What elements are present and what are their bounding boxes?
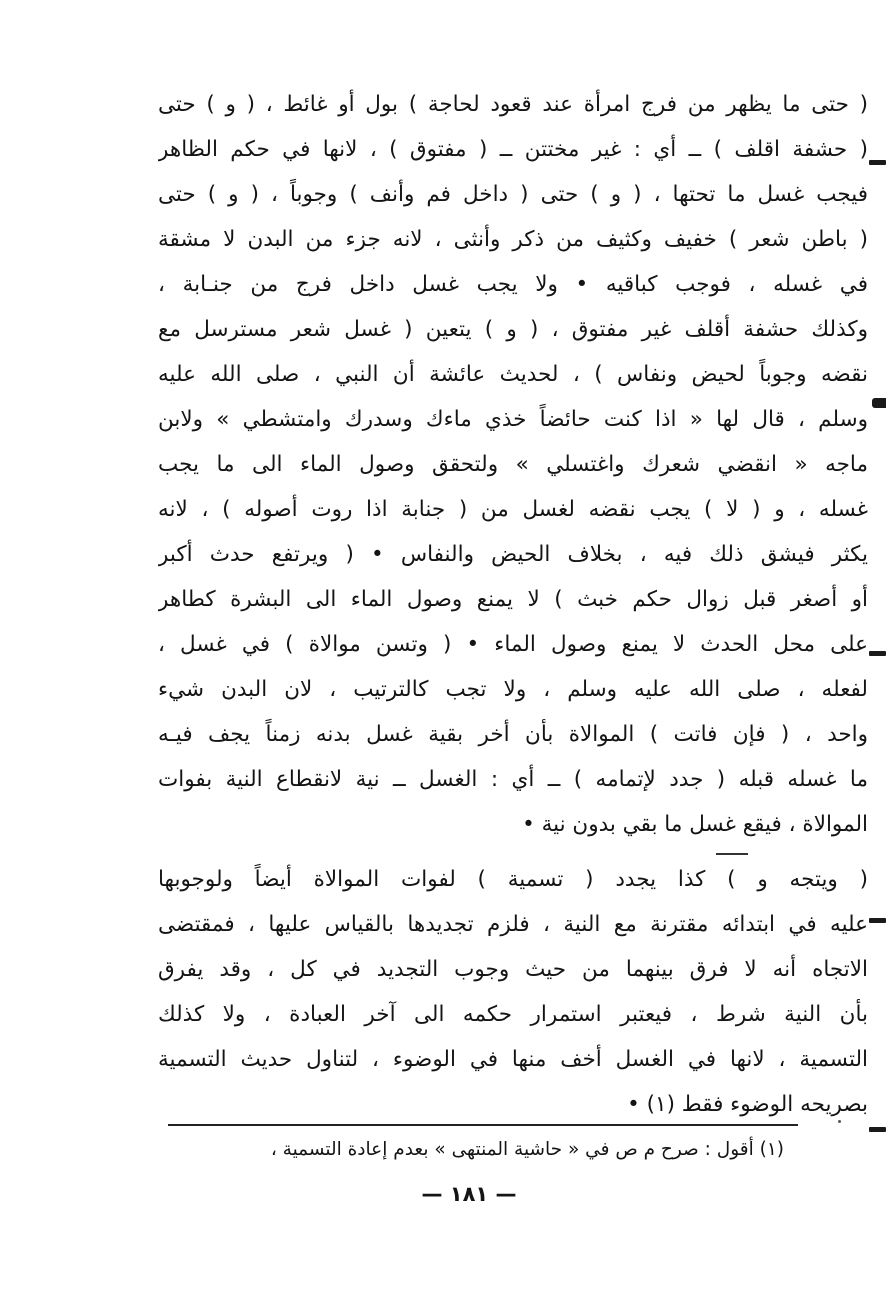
text-line: الاتجاه أنه لا فرق بينهما من حيث وجوب التجديد في كل ، وقد يفرق <box>158 957 868 982</box>
text-line: وسلم ، قال لها « اذا كنت حائضاً خذي ماءك وسدرك وامتشطي » ولابن <box>158 407 868 432</box>
text-line: فيجب غسل ما تحتها ، ( و ) حتى ( داخل فم وأنف ) وجوباً ، ( و ) حتى <box>158 182 868 207</box>
text-line: الموالاة ، فيقع غسل ما بقي بدون نية • <box>522 812 868 837</box>
text-line: ماجه « انقضي شعرك واغتسلي » ولتحقق وصول الماء الى ما يجب <box>158 452 868 477</box>
text-line: واحد ، ( فإن فاتت ) الموالاة بأن أخر بقية غسل بدنه زمناً يجف فيـه <box>158 722 868 747</box>
margin-dot <box>838 1120 841 1123</box>
footnote-separator <box>168 1124 798 1126</box>
text-line: ( ويتجه و ) كذا يجدد ( تسمية ) لفوات الموالاة أيضاً ولوجوبها <box>158 867 868 892</box>
text-line: غسله ، و ( لا ) يجب نقضه لغسل من ( جنابة اذا روت أصوله ) ، لانه <box>158 497 868 522</box>
text-line: يكثر فيشق ذلك فيه ، بخلاف الحيض والنفاس • ( ويرتفع حدث أكبر <box>158 542 868 567</box>
text-line: التسمية ، لانها في الغسل أخف منها في الوضوء ، لتناول حديث التسمية <box>158 1047 868 1072</box>
text-line: في غسله ، فوجب كباقيه • ولا يجب غسل داخل فرج من جنـابة ، <box>158 272 868 297</box>
text-line: نقضه وجوباً لحيض ونفاس ) ، لحديث عائشة أن النبي ، صلى الله عليه <box>158 362 868 387</box>
text-line: بأن النية شرط ، فيعتبر استمرار حكمه الى آخر العبادة ، ولا كذلك <box>158 1002 868 1027</box>
commentary-paragraph <box>158 857 868 1127</box>
margin-tick <box>869 918 886 923</box>
margin-tick <box>869 1127 886 1132</box>
section-marker-rule <box>716 853 748 855</box>
text-line: ما غسله قبله ( جدد لإتمامه ) ــ أي : الغسل ــ نية لانقطاع النية بفوات <box>158 767 868 792</box>
text-line: بصريحه الوضوء فقط (١) • <box>627 1092 868 1117</box>
margin-tick <box>872 398 886 408</box>
margin-tick <box>869 160 886 165</box>
text-line: عليه في ابتدائه مقترنة مع النية ، فلزم تجديدها بالقياس عليها ، فمقتضى <box>158 912 868 937</box>
margin-tick <box>869 651 886 656</box>
text-line: على محل الحدث لا يمنع وصول الماء • ( وتسن موالاة ) في غسل ، <box>158 632 868 657</box>
text-line: ( حشفة اقلف ) ــ أي : غير مختتن ــ ( مفتوق ) ، لانها في حكم الظاهر <box>158 137 868 162</box>
main-paragraph <box>158 82 868 847</box>
page-number: — ١٨١ — <box>421 1182 517 1206</box>
text-line: ( باطن شعر ) خفيف وكثيف من ذكر وأنثى ، لانه جزء من البدن لا مشقة <box>158 227 868 252</box>
text-line: ( حتى ما يظهر من فرج امرأة عند قعود لحاجة ) بول أو غائط ، ( و ) حتى <box>158 92 868 117</box>
footnote: (١) أقول : صرح م ص في « حاشية المنتهى » بعدم إعادة التسمية ، <box>270 1139 784 1160</box>
text-line: أو أصغر قبل زوال حكم خبث ) لا يمنع وصول الماء الى البشرة كطاهر <box>158 587 868 612</box>
text-line: وكذلك حشفة أقلف غير مفتوق ، ( و ) يتعين ( غسل شعر مسترسل مع <box>158 317 868 342</box>
text-line: لفعله ، صلى الله عليه وسلم ، ولا تجب كالترتيب ، لان البدن شيء <box>158 677 868 702</box>
